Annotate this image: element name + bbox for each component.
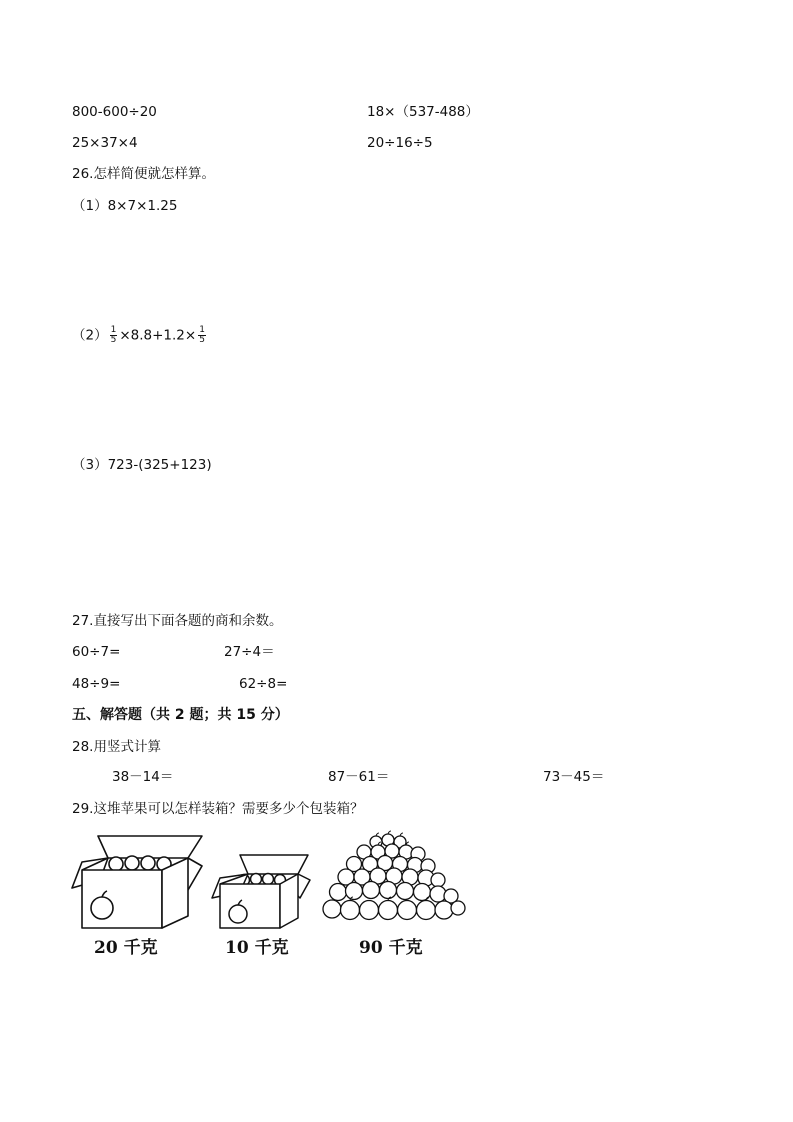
calc-row1-right: 18×（537-488）: [367, 104, 479, 120]
q27-item-a: 60÷7=: [72, 644, 121, 660]
q28-item-a: 38－14＝: [112, 769, 174, 785]
calc-row2-right: 20÷16÷5: [367, 135, 433, 151]
small-box-label: 10 千克: [225, 938, 289, 958]
small-apple-box-icon: [210, 852, 315, 932]
q26-part2-prefix: （2）: [72, 327, 108, 344]
q28-title: 28.用竖式计算: [72, 739, 161, 755]
q26-part2: [72, 326, 208, 345]
q28-item-c: 73－45＝: [543, 769, 605, 785]
q26-title: 26.怎样简便就怎样算。: [72, 166, 215, 182]
apple-pile-label: 90 千克: [359, 938, 423, 958]
q26-part1: （1）8×7×1.25: [72, 198, 178, 214]
q26-part2-mid: ×8.8+1.2×: [119, 327, 197, 344]
q28-item-b: 87－61＝: [328, 769, 390, 785]
section5-title: 五、解答题（共 2 题；共 15 分）: [72, 707, 289, 723]
fraction-one-fifth: $\frac{1}{5}$: [110, 325, 117, 345]
q27-item-c: 48÷9=: [72, 676, 121, 692]
fraction-one-fifth: $\frac{1}{5}$: [199, 325, 205, 345]
q27-title: 27.直接写出下面各题的商和余数。: [72, 613, 283, 629]
calc-row1-left: 800-600÷20: [72, 104, 157, 120]
big-box-label: 20 千克: [94, 938, 158, 958]
q29-title: 29.这堆苹果可以怎样装箱？需要多少个包装箱？: [72, 801, 364, 817]
calc-row2-left: 25×37×4: [72, 135, 138, 151]
apple-pile-icon: [318, 830, 468, 930]
q26-part3: （3）723-(325+123): [72, 457, 212, 473]
q27-item-d: 62÷8=: [239, 676, 288, 692]
q27-item-b: 27÷4＝: [224, 644, 275, 660]
big-apple-box-icon: [70, 832, 210, 932]
